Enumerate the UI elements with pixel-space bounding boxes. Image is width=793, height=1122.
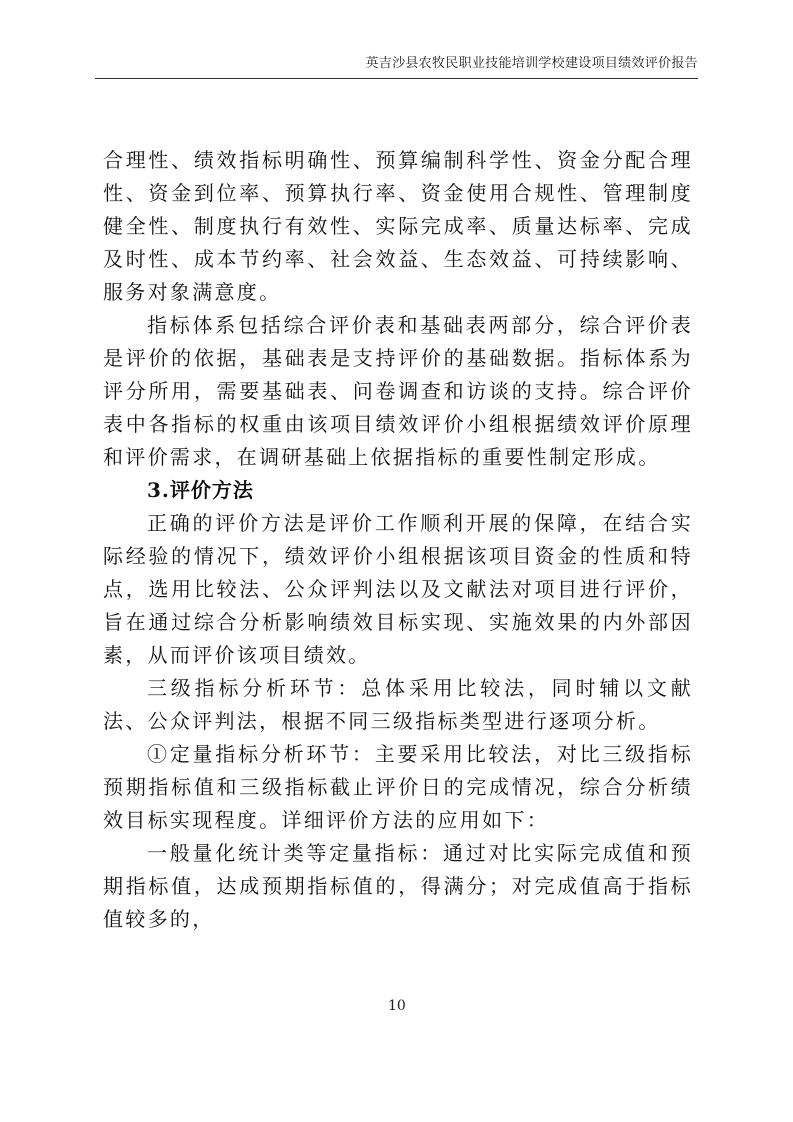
header-divider	[95, 78, 698, 79]
paragraph-tier3-analysis: 三级指标分析环节：总体采用比较法，同时辅以文献法、公众评判法，根据不同三级指标类型进行逐项分析。	[103, 676, 693, 733]
paragraph-quantitative-indicators: 一般量化统计类等定量指标：通过对比实际完成值和预期指标值，达成预期指标值的，得满分；对完成值高于指标值较多的，	[103, 841, 693, 931]
section-heading-evaluation-method: 3.评价方法	[147, 478, 254, 502]
paragraph-evaluation-method: 正确的评价方法是评价工作顺利开展的保障，在结合实际经验的情况下，绩效评价小组根据该项目资金的性质和特点，选用比较法、公众评判法以及文献法对项目进行评价，旨在通过综合分析影响绩效目标实现、实施效果的内外部因素，从而评价该项目绩效。	[103, 511, 693, 667]
page-header: 英吉沙县农牧民职业技能培训学校建设项目绩效评价报告	[365, 56, 698, 71]
paragraph-indicator-system: 指标体系包括综合评价表和基础表两部分，综合评价表是评价的依据，基础表是支持评价的基础数据。指标体系为评分所用，需要基础表、问卷调查和访谈的支持。综合评价表中各指标的权重由该项目绩效评价小组根据绩效评价原理和评价需求，在调研基础上依据指标的重要性制定形成。	[103, 313, 693, 469]
paragraph-indicators-list: 合理性、绩效指标明确性、预算编制科学性、资金分配合理性、资金到位率、预算执行率、资金使用合规性、管理制度健全性、制度执行有效性、实际完成率、质量达标率、完成及时性、成本节约率、社会效益、生态效益、可持续影响、服务对象满意度。	[103, 148, 693, 304]
page-number: 10	[388, 998, 406, 1014]
paragraph-quantitative-analysis: ①定量指标分析环节：主要采用比较法，对比三级指标预期指标值和三级指标截止评价日的完成情况，综合分析绩效目标实现程度。详细评价方法的应用如下：	[103, 742, 693, 832]
document-body	[103, 144, 693, 936]
